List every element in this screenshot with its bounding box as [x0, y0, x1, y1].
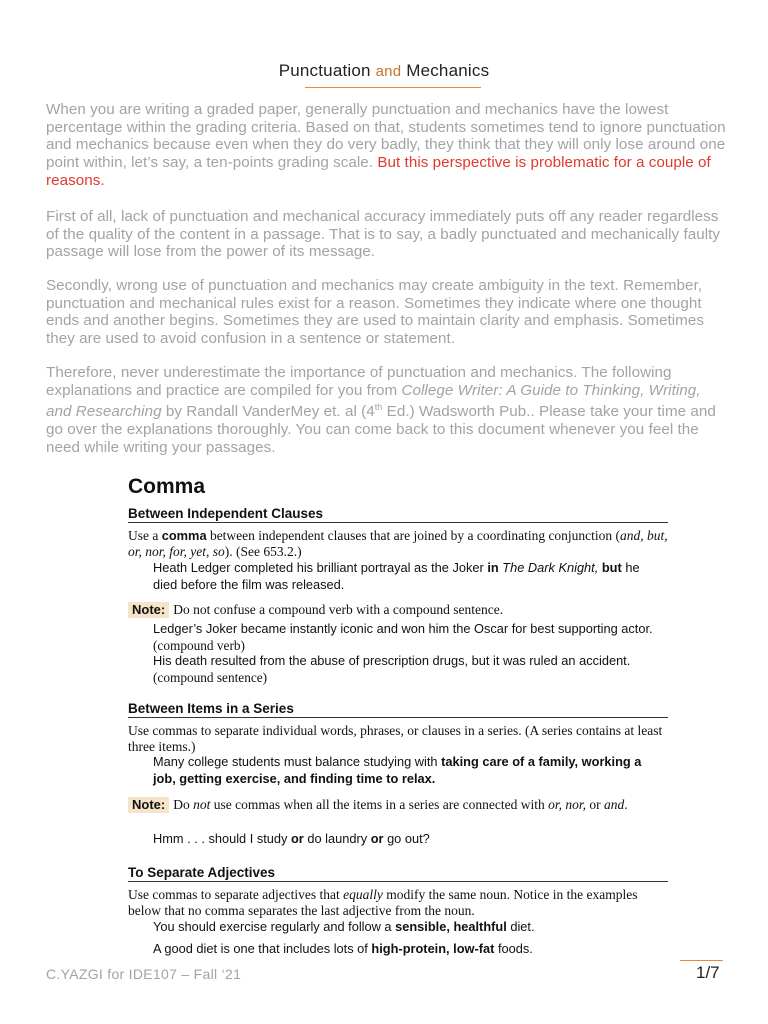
note-label: Note: [128, 797, 169, 813]
example-college-students: Many college students must balance studying with taking care of a family, working a job, getting exercise, and finding time to relax. [153, 754, 642, 786]
example-compound-verb: Ledger’s Joker became instantly iconic and won him the Oscar for best supporting actor. (compound verb) [153, 621, 653, 653]
section-heading-comma: Comma [128, 475, 206, 498]
title-part-2: Mechanics [406, 61, 490, 80]
example-compound-sentence: His death resulted from the abuse of prescription drugs, but it was ruled an accident. (compound sentence) [153, 653, 631, 685]
note-compound-verb: Note: Do not confuse a compound verb with a compound sentence. [128, 602, 668, 618]
page-number: 1/7 [696, 963, 720, 982]
intro-paragraph-3: Secondly, wrong use of punctuation and mechanics may create ambiguity in the text. Remember, punctuation and mechanical rules exist for a reason. Sometimes they indicate where one thought ends and another begins. Sometimes they are used to maintain clarity and emphasis. Sometimes they are used to avoid confusion in a sentence or statement. [46, 277, 705, 348]
title-part-1: Punctuation [278, 61, 371, 80]
title-and: and [375, 63, 402, 80]
intro-paragraph-4: Therefore, never underestimate the importance of punctuation and mechanics. The following explanations and practice are compiled for you from College Writer: A Guide to Thinking, Writing, and Researching by Randall VanderMey et. al (4th Ed.) Wadsworth Pub.. Please take your time and go over the explanations thoroughly. You can come back to this document whenever you feel the need while writing your passages. [46, 364, 716, 456]
note-series-conjunctions: Note: Do not use commas when all the items in a series are connected with or, nor, or and. [128, 797, 668, 813]
subheading-items-in-series: Between Items in a Series [128, 701, 668, 718]
rule-series: Use commas to separate individual words, phrases, or clauses in a series. (A series contains at least three items.) [128, 723, 663, 754]
example-good-diet: A good diet is one that includes lots of high-protein, low-fat foods. [153, 941, 533, 956]
footer-credit: C.YAZGI for IDE107 – Fall ‘21 [46, 966, 242, 982]
example-ledger: Heath Ledger completed his brilliant portrayal as the Joker in The Dark Knight, but he died before the film was released. [153, 560, 640, 592]
footer-rule [680, 960, 723, 961]
rule-adjectives: Use commas to separate adjectives that equally modify the same noun. Notice in the examples below that no comma separates the last adjective from the noun. [128, 887, 638, 918]
rule-independent-clauses: Use a comma between independent clauses that are joined by a coordinating conjunction (and, but, or, nor, for, yet, so). (See 653.2.) [128, 528, 668, 559]
intro-paragraph-2: First of all, lack of punctuation and mechanical accuracy immediately puts off any reader regardless of the quality of the content in a passage. That is to say, a badly punctuated and mechanically faulty passage will lose from the power of its message. [46, 208, 721, 261]
page-title [0, 61, 768, 81]
book-title: College Writer: A Guide to Thinking, Writing, and Researching [46, 381, 701, 421]
example-hmm: Hmm . . . should I study or do laundry or go out? [153, 831, 430, 846]
highlighted-sentence: But this perspective is problematic for a couple of reasons. [46, 154, 711, 189]
subheading-separate-adjectives: To Separate Adjectives [128, 865, 668, 882]
title-underline [305, 87, 481, 88]
subheading-independent-clauses: Between Independent Clauses [128, 506, 668, 523]
note-label: Note: [128, 602, 169, 618]
intro-paragraph-1: When you are writing a graded paper, generally punctuation and mechanics have the lowest percentage within the grading criteria. Based on that, students sometimes tend to ignore punctuation and mechanics because even when they do very badly, they think that they will only lose around one point within, let’s say, a ten-points grading scale. But this perspective is problematic for a couple of reasons. [46, 101, 726, 189]
example-diet: You should exercise regularly and follow a sensible, healthful diet. [153, 919, 535, 934]
